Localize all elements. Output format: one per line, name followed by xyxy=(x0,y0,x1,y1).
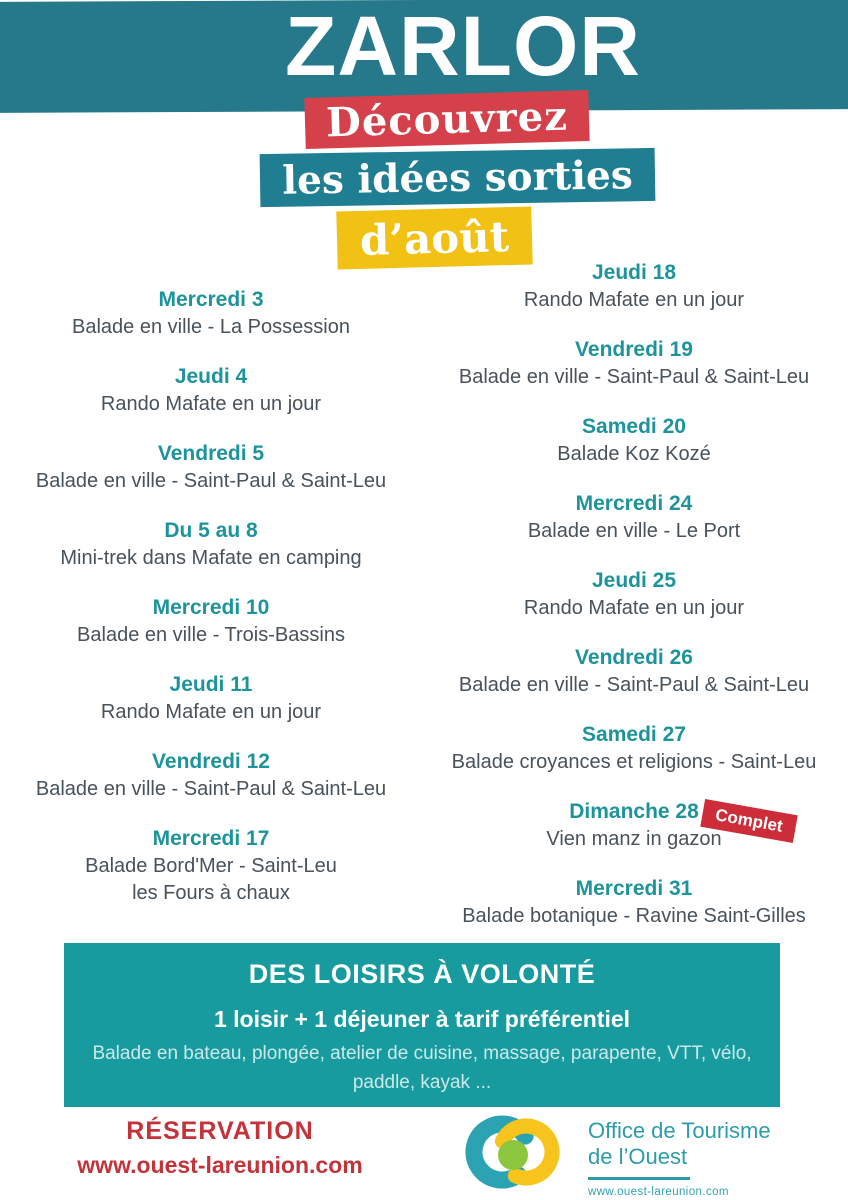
entry-jeudi-18 xyxy=(449,259,819,314)
entry-date: Vendredi 12 xyxy=(152,750,270,773)
reservation-label: RÉSERVATION xyxy=(126,1117,314,1145)
entry-activity: Balade en ville - Saint-Paul & Saint-Leu xyxy=(35,470,387,492)
entry-date: Vendredi 5 xyxy=(157,442,265,465)
entry-activity: Rando Mafate en un jour xyxy=(523,597,745,619)
entry-samedi-20 xyxy=(449,413,819,468)
entry-mercredi-17 xyxy=(31,825,391,907)
entry-activity: Balade en ville - Saint-Paul & Saint-Leu xyxy=(35,778,387,800)
entry-date: Jeudi 25 xyxy=(591,569,677,592)
entry-mercredi-10 xyxy=(31,594,391,649)
entry-samedi-27 xyxy=(449,721,819,776)
heart-green-dot xyxy=(498,1140,528,1170)
heart-logo-icon xyxy=(460,1110,566,1194)
office-de-tourisme-logo xyxy=(460,1110,771,1198)
entry-date: Mercredi 3 xyxy=(158,288,264,311)
entry-activity: les Fours à chaux xyxy=(132,882,290,904)
entry-vendredi-12 xyxy=(31,748,391,803)
entry-vendredi-19 xyxy=(449,336,819,391)
reservation-url: www.ouest-lareunion.com xyxy=(77,1152,363,1178)
entry-date: Mercredi 17 xyxy=(152,827,270,850)
entry-activity: Balade en ville - Saint-Paul & Saint-Leu xyxy=(458,366,810,388)
entry-activity: Balade en ville - Le Port xyxy=(527,520,741,542)
entry-activity: Balade botanique - Ravine Saint-Gilles xyxy=(462,905,806,927)
entry-jeudi-25 xyxy=(449,567,819,622)
banner-decouvrez-label: Découvrez xyxy=(325,92,569,147)
entry-date: Jeudi 4 xyxy=(174,365,248,388)
entry-activity: Balade croyances et religions - Saint-Leu xyxy=(451,751,817,773)
entry-activity: Balade Koz Kozé xyxy=(557,443,711,465)
entry-date: Samedi 27 xyxy=(582,723,686,746)
entry-date: Jeudi 18 xyxy=(591,261,677,284)
entry-mercredi-31 xyxy=(449,875,819,930)
offer-body-line1: Balade en bateau, plongée, atelier de cuisine, massage, parapente, VTT, vélo, xyxy=(92,1043,752,1064)
logo-name-line2: de l’Ouest xyxy=(588,1144,688,1169)
entry-activity: Balade en ville - Saint-Paul & Saint-Leu xyxy=(458,674,810,696)
offer-title: DES LOISIRS À VOLONTÉ xyxy=(248,959,596,989)
entry-date: Vendredi 26 xyxy=(575,646,693,669)
entry-du-5-au-8 xyxy=(31,517,391,572)
entry-activity: Balade en ville - Trois-Bassins xyxy=(77,624,345,646)
offer-body-line2: paddle, kayak ... xyxy=(352,1072,492,1093)
banner-idees-sorties xyxy=(260,148,656,207)
banner-idees-sorties-label: les idées sorties xyxy=(281,151,634,204)
offer-box xyxy=(64,943,780,1107)
entry-activity: Balade en ville - La Possession xyxy=(72,316,350,338)
schedule-right-column xyxy=(449,259,819,952)
banner-aout-label: d’août xyxy=(359,211,510,265)
offer-subtitle: 1 loisir + 1 déjeuner à tarif préférentiel xyxy=(213,1006,631,1032)
schedule-left-column xyxy=(31,286,391,929)
entry-date: Mercredi 10 xyxy=(152,596,270,619)
entry-activity: Rando Mafate en un jour xyxy=(100,701,322,723)
entry-date: Mercredi 24 xyxy=(575,492,693,515)
logo-name-line1: Office de Tourisme xyxy=(588,1118,771,1143)
entry-date: Dimanche 28 xyxy=(569,800,699,823)
entry-vendredi-26 xyxy=(449,644,819,699)
entry-date: Du 5 au 8 xyxy=(164,519,258,542)
entry-jeudi-11 xyxy=(31,671,391,726)
entry-dimanche-28 xyxy=(449,798,819,853)
logo-website-url: www.ouest-lareunion.com xyxy=(588,1186,729,1198)
entry-mercredi-3 xyxy=(31,286,391,341)
entry-date: Samedi 20 xyxy=(582,415,686,438)
entry-activity: Vien manz in gazon xyxy=(546,828,722,850)
entry-jeudi-4 xyxy=(31,363,391,418)
entry-mercredi-24 xyxy=(449,490,819,545)
reservation-block xyxy=(35,1117,405,1180)
logo-divider xyxy=(588,1177,690,1180)
entry-vendredi-5 xyxy=(31,440,391,495)
entry-activity: Rando Mafate en un jour xyxy=(523,289,745,311)
entry-activity: Mini-trek dans Mafate en camping xyxy=(60,547,362,569)
logo-text-block xyxy=(588,1110,771,1198)
entry-activity: Rando Mafate en un jour xyxy=(100,393,322,415)
banner-decouvrez xyxy=(304,90,589,149)
entry-date: Vendredi 19 xyxy=(575,338,693,361)
entry-date: Jeudi 11 xyxy=(169,673,253,696)
complet-badge: Complet xyxy=(700,799,797,843)
offer-body xyxy=(78,1039,766,1097)
poster-title: ZARLOR xyxy=(285,0,641,93)
entry-activity: Balade Bord'Mer - Saint-Leu xyxy=(85,855,337,877)
entry-date: Mercredi 31 xyxy=(575,877,693,900)
